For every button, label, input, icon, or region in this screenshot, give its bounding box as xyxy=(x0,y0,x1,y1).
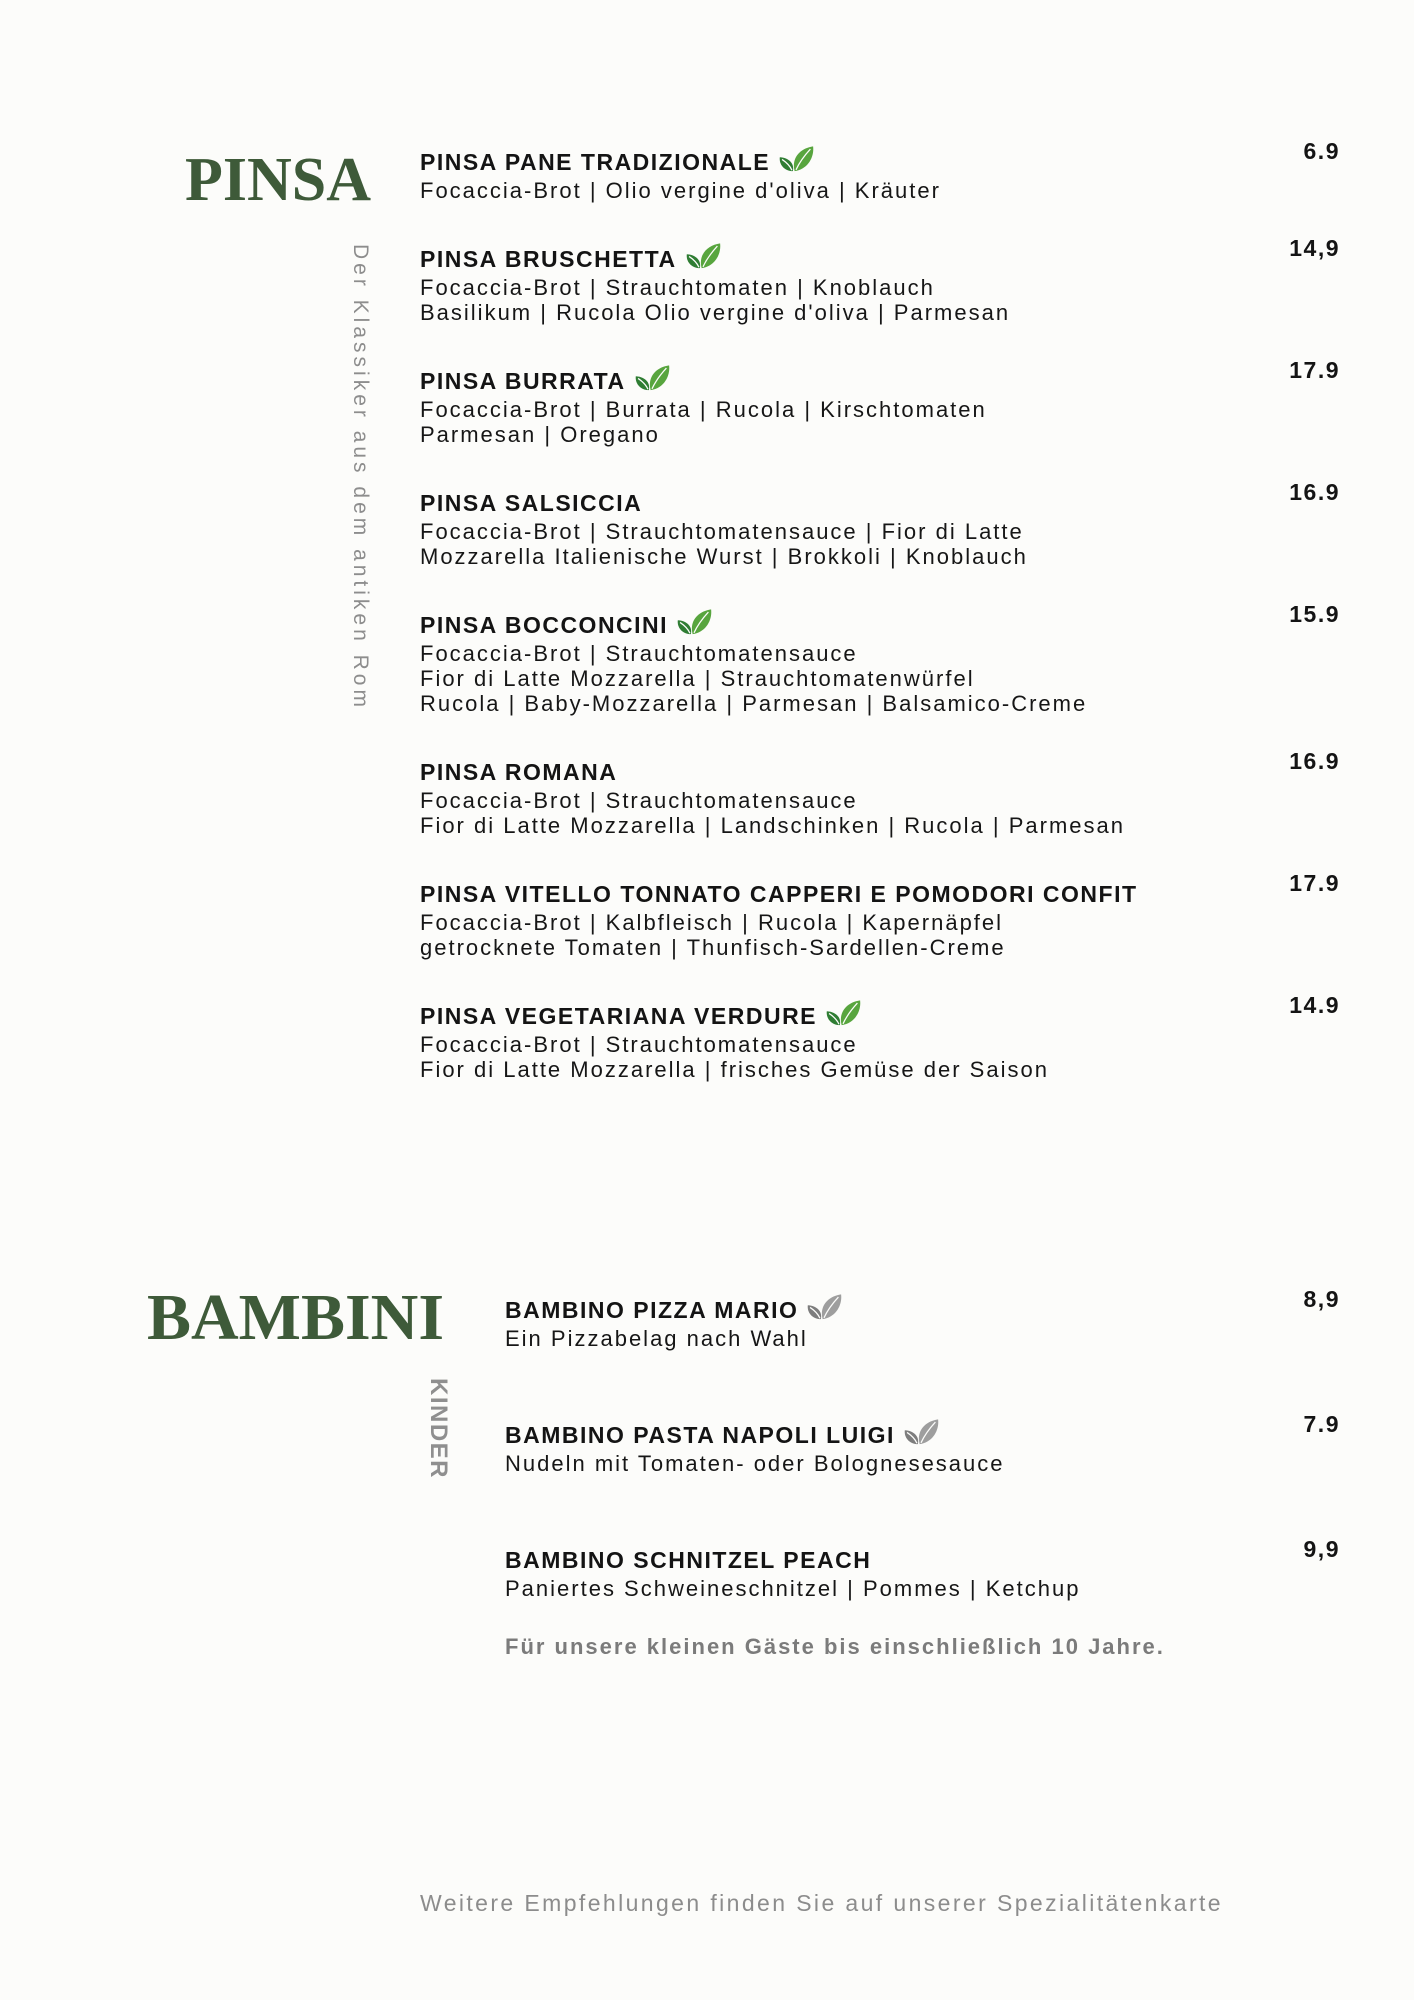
menu-item-description-line: Nudeln mit Tomaten- oder Bolognesesauce xyxy=(505,1451,1005,1476)
menu-item-description-line: Focaccia-Brot | Strauchtomatensauce | Fior di Latte xyxy=(420,519,1024,544)
menu-item-name: PINSA VEGETARIANA VERDURE xyxy=(420,1002,818,1029)
menu-item-description-line: Focaccia-Brot | Strauchtomatensauce xyxy=(420,641,858,666)
menu-item-description xyxy=(420,641,1340,716)
menu-item xyxy=(420,870,1340,960)
menu-item-description-line: Rucola | Baby-Mozzarella | Parmesan | Balsamico-Creme xyxy=(420,691,1088,716)
bambini-section-title: BAMBINI xyxy=(147,1281,445,1354)
menu-item-description xyxy=(420,275,1340,325)
menu-item xyxy=(420,357,1340,447)
leaf-slot xyxy=(668,611,712,639)
bambini-item-list xyxy=(505,1286,1340,1671)
menu-item-description-line: Ein Pizzabelag nach Wahl xyxy=(505,1326,808,1351)
menu-item-description-line: Mozzarella Italienische Wurst | Brokkoli | Knoblauch xyxy=(420,544,1028,569)
menu-item-price: 7.9 xyxy=(1303,1411,1340,1437)
leaf-slot xyxy=(770,148,814,176)
menu-item-description-line: Focaccia-Brot | Strauchtomatensauce xyxy=(420,788,858,813)
menu-item-description-line: Focaccia-Brot | Burrata | Rucola | Kirschtomaten xyxy=(420,397,987,422)
menu-item-description-line: Paniertes Schweineschnitzel | Pommes | Ketchup xyxy=(505,1576,1081,1601)
menu-item-price: 16.9 xyxy=(1289,479,1340,505)
menu-item-description xyxy=(505,1576,1340,1601)
menu-item-price: 15.9 xyxy=(1289,601,1340,627)
menu-item xyxy=(420,479,1340,569)
bambini-side-note: KINDER xyxy=(425,1378,452,1480)
menu-item-name: PINSA VITELLO TONNATO CAPPERI E POMODORI CONFIT xyxy=(420,880,1138,907)
leaf-icon xyxy=(903,1418,939,1446)
menu-item-description-line: Focaccia-Brot | Strauchtomatensauce xyxy=(420,1032,858,1057)
menu-item-description-line: Fior di Latte Mozzarella | Strauchtomatenwürfel xyxy=(420,666,975,691)
menu-item-name: PINSA ROMANA xyxy=(420,758,618,785)
menu-item-header xyxy=(420,357,1340,395)
leaf-slot xyxy=(626,367,670,395)
menu-item-description xyxy=(420,397,1340,447)
menu-item-price: 6.9 xyxy=(1303,138,1340,164)
menu-item xyxy=(505,1536,1340,1601)
menu-item-name: PINSA SALSICCIA xyxy=(420,489,643,516)
menu-item-name: PINSA BRUSCHETTA xyxy=(420,245,677,272)
menu-item-header xyxy=(420,748,1340,786)
menu-item xyxy=(505,1411,1340,1476)
menu-item-price: 17.9 xyxy=(1289,357,1340,383)
menu-item xyxy=(505,1286,1340,1351)
menu-item-header xyxy=(505,1411,1340,1449)
menu-item-description xyxy=(420,178,1340,203)
menu-item xyxy=(420,748,1340,838)
leaf-icon xyxy=(634,364,670,392)
menu-item-name: PINSA PANE TRADIZIONALE xyxy=(420,148,771,175)
pinsa-side-note: Der Klassiker aus dem antiken Rom xyxy=(349,244,372,711)
leaf-icon xyxy=(685,242,721,270)
leaf-icon xyxy=(825,999,861,1027)
leaf-slot xyxy=(895,1421,939,1449)
kids-age-note: Für unsere kleinen Gäste bis einschließlich 10 Jahre. xyxy=(505,1634,1165,1659)
menu-item-description-line: Basilikum | Rucola Olio vergine d'oliva | Parmesan xyxy=(420,300,1011,325)
menu-item-header xyxy=(420,235,1340,273)
pinsa-item-list xyxy=(420,138,1340,1124)
menu-item-description-line: Fior di Latte Mozzarella | frisches Gemüse der Saison xyxy=(420,1057,1049,1082)
menu-item xyxy=(420,138,1340,203)
pinsa-section-title: PINSA xyxy=(185,146,372,214)
menu-item-price: 14.9 xyxy=(1289,992,1340,1018)
menu-item-description xyxy=(420,910,1340,960)
menu-item-name: BAMBINO SCHNITZEL PEACH xyxy=(505,1546,872,1573)
leaf-icon xyxy=(806,1293,842,1321)
menu-item-price: 17.9 xyxy=(1289,870,1340,896)
menu-item-description-line: getrocknete Tomaten | Thunfisch-Sardellen-Creme xyxy=(420,935,1006,960)
leaf-icon xyxy=(778,145,814,173)
menu-item-description-line: Focaccia-Brot | Strauchtomaten | Knoblauch xyxy=(420,275,935,300)
menu-item-description xyxy=(420,519,1340,569)
menu-item-header xyxy=(420,601,1340,639)
menu-item-description-line: Parmesan | Oregano xyxy=(420,422,660,447)
menu-item xyxy=(420,235,1340,325)
menu-item-header xyxy=(420,138,1340,176)
menu-item-price: 8,9 xyxy=(1303,1286,1340,1312)
menu-item-description xyxy=(505,1326,1340,1351)
menu-item xyxy=(420,992,1340,1082)
menu-item-description xyxy=(505,1451,1340,1476)
menu-item-name: PINSA BOCCONCINI xyxy=(420,611,669,638)
menu-item-header xyxy=(420,870,1340,908)
leaf-slot xyxy=(798,1296,842,1324)
menu-item-description-line: Fior di Latte Mozzarella | Landschinken | Rucola | Parmesan xyxy=(420,813,1125,838)
leaf-slot xyxy=(677,245,721,273)
menu-item-header xyxy=(420,992,1340,1030)
menu-item-header xyxy=(505,1536,1340,1574)
menu-item-description-line: Focaccia-Brot | Olio vergine d'oliva | Kräuter xyxy=(420,178,941,203)
menu-item xyxy=(420,601,1340,716)
menu-item-header xyxy=(505,1286,1340,1324)
menu-item-name: BAMBINO PASTA NAPOLI LUIGI xyxy=(505,1421,895,1448)
menu-item-description-line: Focaccia-Brot | Kalbfleisch | Rucola | Kapernäpfel xyxy=(420,910,1004,935)
menu-item-price: 14,9 xyxy=(1289,235,1340,261)
menu-item-name: PINSA BURRATA xyxy=(420,367,626,394)
leaf-icon xyxy=(676,608,712,636)
menu-item-description xyxy=(420,788,1340,838)
leaf-slot xyxy=(817,1002,861,1030)
menu-item-name: BAMBINO PIZZA MARIO xyxy=(505,1296,799,1323)
menu-item-price: 9,9 xyxy=(1303,1536,1340,1562)
footer-note: Weitere Empfehlungen finden Sie auf unserer Spezialitätenkarte xyxy=(420,1890,1223,1916)
menu-item-description xyxy=(420,1032,1340,1082)
menu-item-header xyxy=(420,479,1340,517)
menu-item-price: 16.9 xyxy=(1289,748,1340,774)
